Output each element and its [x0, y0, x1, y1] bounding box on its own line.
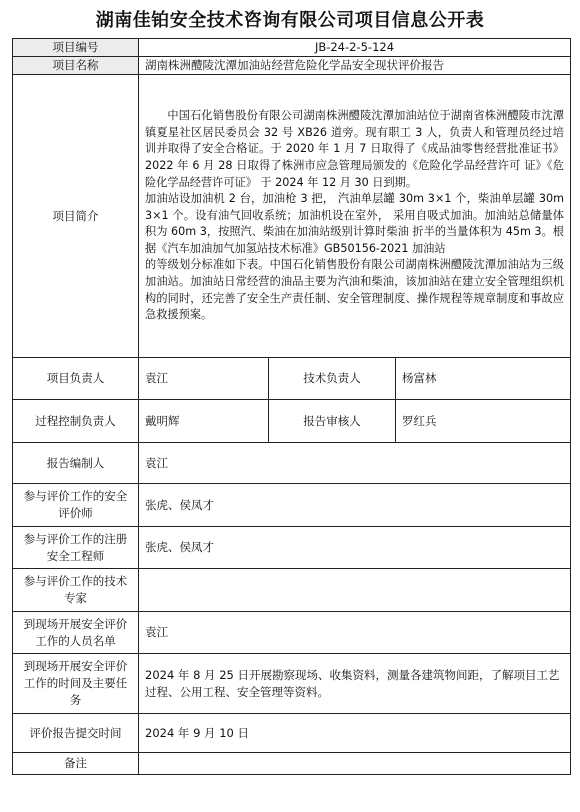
label-process-leader: 过程控制负责人: [13, 400, 139, 443]
row-control-review: [13, 400, 571, 443]
value-submit-time: 2024 年 9 月 10 日: [139, 714, 571, 753]
label-project-name: 项目名称: [13, 57, 139, 75]
row-project-no: [13, 39, 571, 57]
label-project-no: 项目编号: [13, 39, 139, 57]
label-submit-time: 评价报告提交时间: [13, 714, 139, 753]
value-project-leader: 袁江: [139, 358, 269, 400]
value-project-intro: [139, 75, 571, 358]
value-project-name: 湖南株洲醴陵沈潭加油站经营危险化学品安全现状评价报告: [139, 57, 571, 75]
project-info-table: [12, 38, 571, 775]
row-evaluators: [13, 484, 571, 527]
value-project-no: JB-24-2-5-124: [139, 39, 571, 57]
intro-paragraph-2: 加油站设加油机 2 台，加油枪 3 把， 汽油单层罐 30m 3×1 个，柴油单层罐 30m 3×1 个。设有油气回收系统；加油机设在室外， 采用自吸式加油。加油站总储量体积为 60m 3，按照汽、柴油在加油站级别计算时柴油 折半的当量体积为 45m 3。根据《汽车加油加气加氢站技术标准》GB50156-2021 加油站: [145, 192, 564, 255]
label-reviewer: 报告审核人: [269, 400, 396, 443]
label-project-intro: 项目简介: [13, 75, 139, 358]
value-process-leader: 戴明辉: [139, 400, 269, 443]
label-experts: 参与评价工作的技术专家: [13, 569, 139, 612]
label-onsite-staff: 到现场开展安全评价工作的人员名单: [13, 612, 139, 654]
label-onsite-time: 到现场开展安全评价工作的时间及主要任务: [13, 654, 139, 714]
row-submit-time: [13, 714, 571, 753]
label-project-leader: 项目负责人: [13, 358, 139, 400]
label-evaluators: 参与评价工作的安全评价师: [13, 484, 139, 527]
label-author: 报告编制人: [13, 443, 139, 484]
value-evaluators: 张虎、侯凤才: [139, 484, 571, 527]
value-remarks: [139, 753, 571, 775]
row-onsite-staff: [13, 612, 571, 654]
label-remarks: 备注: [13, 753, 139, 775]
value-author: 袁江: [139, 443, 571, 484]
value-reviewer: 罗红兵: [396, 400, 571, 443]
label-engineers: 参与评价工作的注册安全工程师: [13, 527, 139, 569]
row-remarks: [13, 753, 571, 775]
value-experts: [139, 569, 571, 612]
row-author: [13, 443, 571, 484]
value-tech-leader: 杨富林: [396, 358, 571, 400]
value-onsite-staff: 袁江: [139, 612, 571, 654]
value-onsite-time: 2024 年 8 月 25 日开展勘察现场、收集资料，测量各建筑物间距，了解项目工艺过程、公用工程、安全管理等资料。: [139, 654, 571, 714]
row-project-intro: [13, 75, 571, 358]
row-experts: [13, 569, 571, 612]
label-tech-leader: 技术负责人: [269, 358, 396, 400]
intro-paragraph-1: 中国石化销售股份有限公司湖南株洲醴陵沈潭加油站位于湖南省株洲醴陵市沈潭镇夏星社区居民委员会 32 号 XB26 道旁。现有职工 3 人，负责人和管理员经过培训并取得了安全合格证。于 2020 年 1 月 7 日取得了《成品油零售经营批准证书》2022 年 6 月 28 日取得了株洲市应急管理局颁发的《危险化学品经营许可 证》《危险化学品经营许可证》 于 2024 年 12 月 30 日到期。: [145, 109, 564, 189]
row-leaders: [13, 358, 571, 400]
row-onsite-time: [13, 654, 571, 714]
value-engineers: 张虎、侯凤才: [139, 527, 571, 569]
intro-paragraph-3: 的等级划分标准如下表。中国石化销售股份有限公司湖南株洲醴陵沈潭加油站为三级 加油站。加油站日常经营的油品主要为汽油和柴油，该加油站在建立安全管理组织机 构的同时，还完善了安全生产责任制、安全管理制度、操作规程等规章制度和事故应急救援预案。: [145, 258, 564, 322]
page-title: 湖南佳铂安全技术咨询有限公司项目信息公开表: [95, 10, 485, 31]
row-engineers: [13, 527, 571, 569]
row-project-name: [13, 57, 571, 75]
